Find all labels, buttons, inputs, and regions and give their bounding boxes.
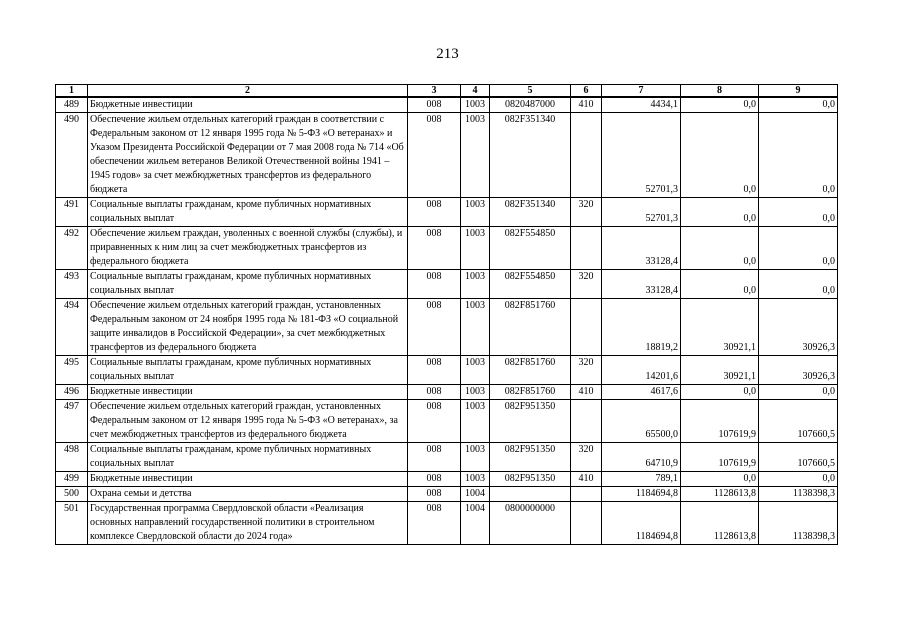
row-col4: 1003: [461, 97, 490, 113]
row-col3: 008: [408, 97, 461, 113]
col-header-6: 6: [571, 85, 602, 98]
row-col7: 52701,3: [602, 113, 681, 198]
row-col3: 008: [408, 356, 461, 385]
row-col5: 0800000000: [490, 502, 571, 545]
row-col8: 107619,9: [681, 443, 759, 472]
row-col7: 33128,4: [602, 227, 681, 270]
row-col8: 0,0: [681, 227, 759, 270]
row-col5: [490, 487, 571, 502]
table-row: [56, 227, 838, 270]
row-col6: 410: [571, 97, 602, 113]
row-col3: 008: [408, 443, 461, 472]
row-col8: 30921,1: [681, 356, 759, 385]
row-col3: 008: [408, 502, 461, 545]
row-col4: 1003: [461, 356, 490, 385]
row-col5: 082F851760: [490, 385, 571, 400]
row-name: Охрана семьи и детства: [88, 487, 408, 502]
row-number: 501: [56, 502, 88, 545]
row-col4: 1003: [461, 385, 490, 400]
row-name: Обеспечение жильем граждан, уволенных с военной службы (службы), и приравненных к ним лиц за счет межбюджетных трансфертов из федерального бюджета: [88, 227, 408, 270]
row-col4: 1003: [461, 113, 490, 198]
row-col9: 0,0: [759, 227, 838, 270]
row-col7: 4617,6: [602, 385, 681, 400]
row-name: Бюджетные инвестиции: [88, 472, 408, 487]
row-col4: 1003: [461, 198, 490, 227]
row-col4: 1003: [461, 472, 490, 487]
table-row: [56, 299, 838, 356]
row-col9: 0,0: [759, 270, 838, 299]
row-col9: 0,0: [759, 385, 838, 400]
row-name: Государственная программа Свердловской области «Реализация основных направлений государственной политики в строительном комплексе Свердловской области до 2024 года»: [88, 502, 408, 545]
row-col9: 1138398,3: [759, 487, 838, 502]
row-col6: 410: [571, 385, 602, 400]
row-number: 494: [56, 299, 88, 356]
table-row: [56, 113, 838, 198]
col-header-8: 8: [681, 85, 759, 98]
row-col7: 52701,3: [602, 198, 681, 227]
row-col5: 0820487000: [490, 97, 571, 113]
row-name: Социальные выплаты гражданам, кроме публичных нормативных социальных выплат: [88, 270, 408, 299]
row-col6: 320: [571, 356, 602, 385]
row-col5: 082F351340: [490, 198, 571, 227]
row-col7: 789,1: [602, 472, 681, 487]
row-name: Обеспечение жильем отдельных категорий граждан в соответствии с Федеральным законом от 12 января 1995 года № 5-ФЗ «О ветеранах» и Указом Президента Российской Федерации от 7 мая 2008 года № 714 «Об обеспечении жильем ветеранов Великой Отечественной войны 1941 – 1945 годов» за счет межбюджетных трансфертов из федерального бюджета: [88, 113, 408, 198]
row-col9: 30926,3: [759, 356, 838, 385]
row-name: Социальные выплаты гражданам, кроме публичных нормативных социальных выплат: [88, 443, 408, 472]
row-number: 492: [56, 227, 88, 270]
row-col5: 082F951350: [490, 443, 571, 472]
table-row: [56, 356, 838, 385]
col-header-3: 3: [408, 85, 461, 98]
table-row: [56, 400, 838, 443]
header-row: [56, 85, 838, 98]
table-row: [56, 443, 838, 472]
budget-table: [55, 84, 838, 545]
row-col7: 18819,2: [602, 299, 681, 356]
row-col9: 0,0: [759, 472, 838, 487]
row-col9: 0,0: [759, 198, 838, 227]
row-col3: 008: [408, 385, 461, 400]
row-col4: 1004: [461, 487, 490, 502]
row-number: 498: [56, 443, 88, 472]
row-col3: 008: [408, 227, 461, 270]
row-col7: 4434,1: [602, 97, 681, 113]
row-number: 491: [56, 198, 88, 227]
col-header-7: 7: [602, 85, 681, 98]
row-col5: 082F351340: [490, 113, 571, 198]
row-col3: 008: [408, 113, 461, 198]
row-col6: [571, 400, 602, 443]
row-col3: 008: [408, 299, 461, 356]
row-col5: 082F554850: [490, 227, 571, 270]
row-col4: 1003: [461, 270, 490, 299]
row-col9: 0,0: [759, 113, 838, 198]
row-col7: 1184694,8: [602, 487, 681, 502]
row-number: 490: [56, 113, 88, 198]
row-number: 495: [56, 356, 88, 385]
row-col4: 1004: [461, 502, 490, 545]
row-col5: 082F851760: [490, 299, 571, 356]
row-name: Обеспечение жильем отдельных категорий граждан, установленных Федеральным законом от 12 января 1995 года № 5-ФЗ «О ветеранах», за счет межбюджетных трансфертов из федерального бюджета: [88, 400, 408, 443]
row-col6: [571, 227, 602, 270]
row-col9: 107660,5: [759, 443, 838, 472]
row-col8: 0,0: [681, 97, 759, 113]
row-col3: 008: [408, 270, 461, 299]
row-col6: [571, 502, 602, 545]
col-header-4: 4: [461, 85, 490, 98]
row-col4: 1003: [461, 400, 490, 443]
row-number: 489: [56, 97, 88, 113]
row-col4: 1003: [461, 443, 490, 472]
row-name: Обеспечение жильем отдельных категорий граждан, установленных Федеральным законом от 24 ноября 1995 года № 181-ФЗ «О социальной защите инвалидов в Российской Федерации», за счет межбюджетных трансфертов из федерального бюджета: [88, 299, 408, 356]
row-col8: 0,0: [681, 113, 759, 198]
row-col8: 0,0: [681, 198, 759, 227]
row-col8: 0,0: [681, 270, 759, 299]
row-number: 497: [56, 400, 88, 443]
row-col6: 410: [571, 472, 602, 487]
row-col7: 1184694,8: [602, 502, 681, 545]
row-name: Бюджетные инвестиции: [88, 97, 408, 113]
row-col7: 64710,9: [602, 443, 681, 472]
row-col5: 082F951350: [490, 472, 571, 487]
row-number: 496: [56, 385, 88, 400]
table-row: [56, 502, 838, 545]
page-number: 213: [436, 46, 459, 62]
row-col9: 107660,5: [759, 400, 838, 443]
table-body: [56, 97, 838, 545]
row-col9: 30926,3: [759, 299, 838, 356]
row-col5: 082F851760: [490, 356, 571, 385]
row-number: 493: [56, 270, 88, 299]
col-header-1: 1: [56, 85, 88, 98]
row-col3: 008: [408, 400, 461, 443]
row-col8: 107619,9: [681, 400, 759, 443]
row-col4: 1003: [461, 299, 490, 356]
row-col6: [571, 113, 602, 198]
row-col6: 320: [571, 198, 602, 227]
row-col3: 008: [408, 487, 461, 502]
row-col9: 0,0: [759, 97, 838, 113]
table-row: [56, 472, 838, 487]
row-col3: 008: [408, 472, 461, 487]
row-col9: 1138398,3: [759, 502, 838, 545]
row-col6: [571, 299, 602, 356]
row-col8: 0,0: [681, 472, 759, 487]
col-header-5: 5: [490, 85, 571, 98]
row-number: 500: [56, 487, 88, 502]
row-col4: 1003: [461, 227, 490, 270]
row-col6: 320: [571, 270, 602, 299]
table-row: [56, 487, 838, 502]
col-header-2: 2: [88, 85, 408, 98]
row-col8: 0,0: [681, 385, 759, 400]
table-row: [56, 270, 838, 299]
row-col5: 082F951350: [490, 400, 571, 443]
row-name: Бюджетные инвестиции: [88, 385, 408, 400]
row-col5: 082F554850: [490, 270, 571, 299]
row-col8: 1128613,8: [681, 487, 759, 502]
row-col7: 33128,4: [602, 270, 681, 299]
row-col6: 320: [571, 443, 602, 472]
table-row: [56, 97, 838, 113]
row-col3: 008: [408, 198, 461, 227]
table-row: [56, 385, 838, 400]
row-col7: 14201,6: [602, 356, 681, 385]
row-number: 499: [56, 472, 88, 487]
row-col7: 65500,0: [602, 400, 681, 443]
row-col6: [571, 487, 602, 502]
col-header-9: 9: [759, 85, 838, 98]
row-col8: 30921,1: [681, 299, 759, 356]
row-name: Социальные выплаты гражданам, кроме публичных нормативных социальных выплат: [88, 356, 408, 385]
table-row: [56, 198, 838, 227]
row-name: Социальные выплаты гражданам, кроме публичных нормативных социальных выплат: [88, 198, 408, 227]
row-col8: 1128613,8: [681, 502, 759, 545]
